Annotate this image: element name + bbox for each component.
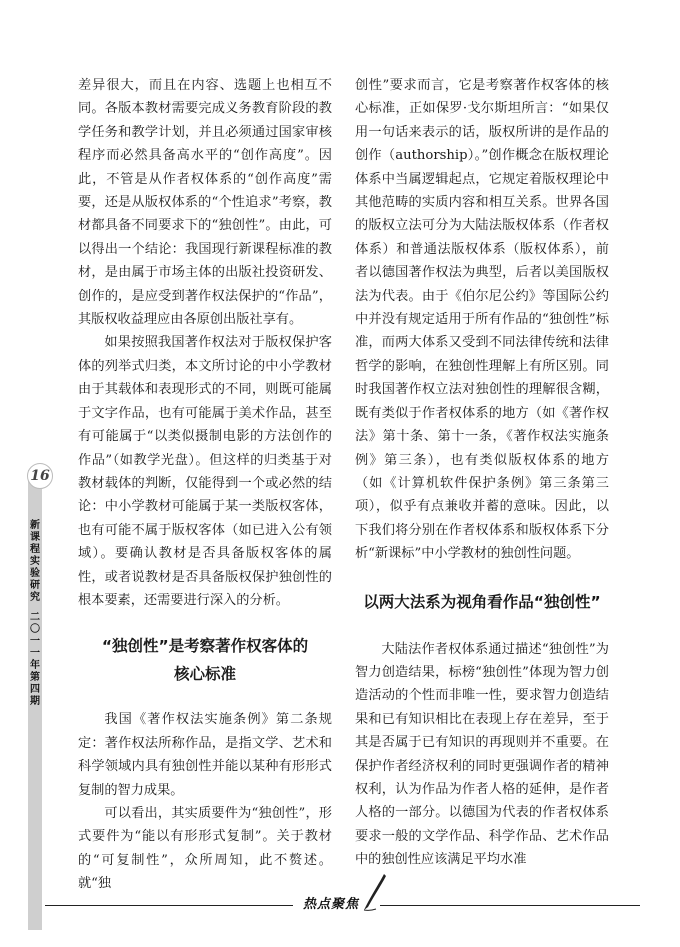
footer-rule: [380, 905, 640, 906]
footer-rule: [45, 905, 293, 906]
section-heading: 以两大法系为视角看作品“独创性”: [363, 592, 601, 611]
heading-line: 核心标准: [173, 665, 236, 684]
left-column: [78, 74, 332, 896]
journal-issue: 二〇一一年第四期: [30, 612, 40, 707]
section-heading: [78, 632, 332, 688]
page-number: 16: [27, 463, 53, 489]
footer-label: 热点聚焦: [303, 897, 360, 912]
pen-icon: [360, 872, 390, 912]
paragraph: 差异很大，而且在内容、选题上也相互不同。各版本教材需要完成义务教育阶段的教学任务和教学计划，并且必须通过国家审核程序而必然具备高水平的“创作高度”。因此，不管是从作者权体系的“创作高度”需要，还是从版权体系的“个性追求”考察，教材都具备不同要求下的“独创性”。由此，可以得出一个结论：我国现行新课程标准的教材，是由属于市场主体的出版社投资研发、创作的，是应受到著作权法保护的“作品”，其版权收益理应由各原创出版社享有。: [78, 78, 332, 328]
journal-name: 新课程实验研究: [30, 520, 40, 603]
paragraph: 大陆法作者权体系通过描述“独创性”为智力创造结果，标榜“独创性”体现为智力创造活动的个性而非唯一性，要求智力创造结果和已有知识相比在表现上存在差异，至于其是否属于已有知识的再现则并不重要。在保护作者经济权利的同时更强调作者的精神权利，认为作品为作者人格的延伸，是作者人格的一部分。以德国为代表的作者权体系要求一般的文学作品、科学作品、艺术作品中的独创性应该满足平均水准: [355, 641, 609, 868]
heading-line: “独创性”是考察著作权客体的: [101, 637, 309, 656]
paragraph: 我国《著作权法实施条例》第二条规定：著作权法所称作品，是指文学、艺术和科学领域内具有独创性并能以某种有形形式复制的智力成果。: [78, 712, 332, 798]
paragraph: 可以看出，其实质要件为“独创性”，形式要件为“能以有形形式复制”。关于教材的“可复制性”，众所周知，此不赘述。就“独: [78, 805, 332, 892]
paragraph: 如果按照我国著作权法对于版权保护客体的列举式归类，本文所讨论的中小学教材由于其载体和表现形式的不同，则既可能属于文字作品，也有可能属于美术作品，甚至有可能属于“以类似摄制电影的方法创作的作品”（如教学光盘）。但这样的归类基于对教材载体的判断，仅能得到一个或必然的结论：中小学教材可能属于某一类版权客体，也有可能不属于版权客体（如已进入公有领域）。要确认教材是否具备版权客体的属性，或者说教材是否具备版权保护独创性的根本要素，还需要进行深入的分析。: [78, 335, 332, 608]
paragraph: 创性”要求而言，它是考察著作权客体的核心标准，正如保罗·戈尔斯坦所言：“如果仅用一句话来表示的话，版权所讲的是作品的创作（authorship）。”创作概念在版权理论体系中当属逻辑起点，它规定着版权理论中其他范畴的实质内容和相互关系。世界各国的版权立法可分为大陆法版权体系（作者权体系）和普通法版权体系（版权体系），前者以德国著作权法为典型，后者以美国版权法为代表。由于《伯尔尼公约》等国际公约中并没有规定适用于所有作品的“独创性”标准，而两大体系又受到不同法律传统和法律哲学的影响，在独创性理解上有所区别。同时我国著作权立法对独创性的理解很含糊，既有类似于作者权体系的地方（如《著作权法》第十条、第十一条，《著作权法实施条例》第三条），也有类似版权体系的地方（如《计算机软件保护条例》第三条第三项），似乎有点兼收并蓄的意味。因此，以下我们将分别在作者权体系和版权体系下分析“新课标”中小学教材的独创性问题。: [355, 78, 609, 562]
right-column: [355, 74, 609, 872]
